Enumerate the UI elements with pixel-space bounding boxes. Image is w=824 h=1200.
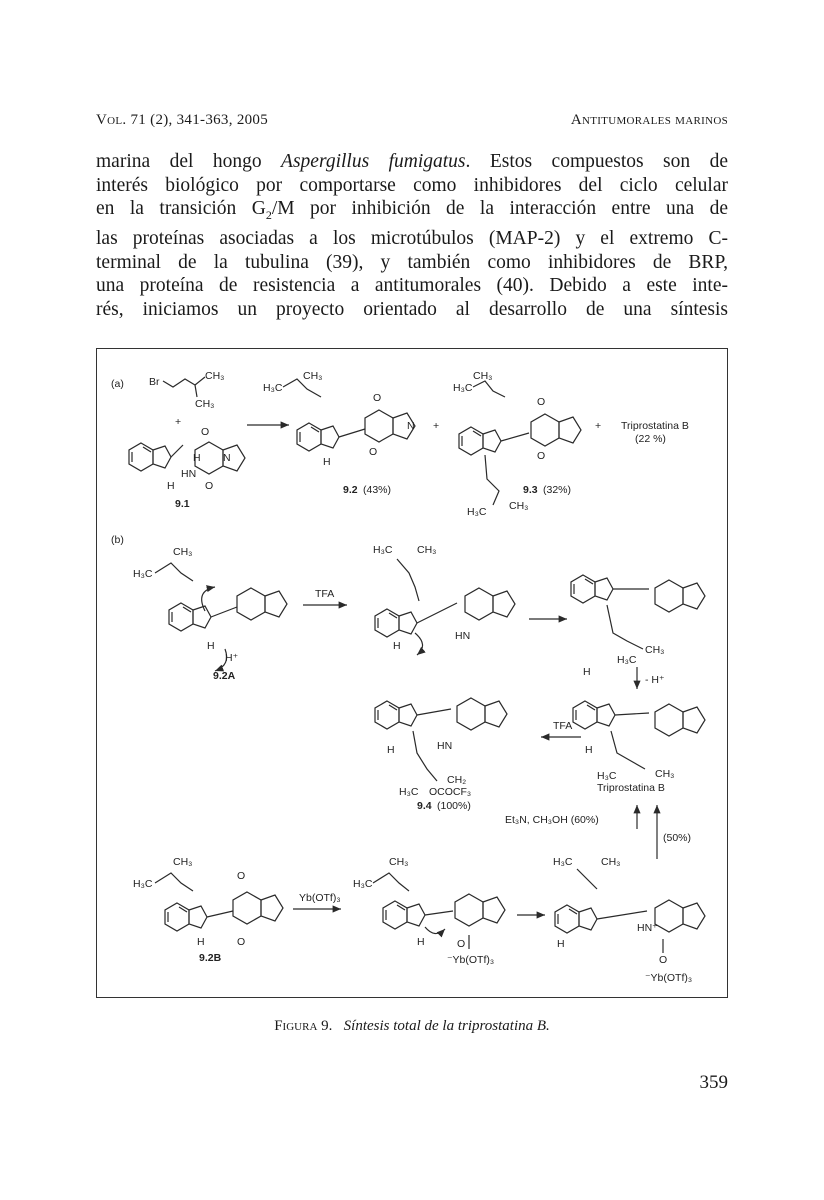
compound-9-3-structure bbox=[453, 370, 581, 518]
tfa-label: TFA bbox=[553, 720, 573, 732]
svg-text:H₃C: H₃C bbox=[353, 878, 373, 890]
svg-text:CH₃: CH₃ bbox=[173, 856, 193, 868]
body-line: marina del hongo Aspergillus fumigatus. Estos compuestos son de bbox=[96, 151, 728, 172]
svg-text:HN: HN bbox=[455, 630, 471, 642]
svg-text:H: H bbox=[193, 452, 201, 464]
yield-9-2: (43%) bbox=[363, 484, 392, 496]
svg-text:H: H bbox=[393, 640, 401, 652]
svg-text:O: O bbox=[205, 480, 214, 492]
running-head-left: Vol. 71 (2), 341-363, 2005 bbox=[96, 112, 269, 128]
svg-text:O: O bbox=[537, 450, 546, 462]
svg-text:HN: HN bbox=[181, 468, 197, 480]
svg-text:H: H bbox=[197, 936, 205, 948]
part-a-label: (a) bbox=[111, 378, 124, 390]
svg-text:O: O bbox=[201, 426, 210, 438]
species-name: Aspergillus fumigatus bbox=[281, 151, 466, 172]
svg-text:H: H bbox=[387, 744, 395, 756]
svg-text:N: N bbox=[407, 420, 415, 432]
body-paragraph bbox=[96, 150, 728, 321]
compound-label-9-4: 9.4 bbox=[417, 800, 432, 812]
reaction-scheme bbox=[97, 349, 729, 999]
svg-text:CH₃: CH₃ bbox=[417, 544, 437, 556]
caption-text: Síntesis total de la triprostatina B. bbox=[343, 1018, 550, 1034]
svg-text:H: H bbox=[323, 456, 331, 468]
yb-complex-intermediate bbox=[353, 856, 505, 966]
plus-sign: + bbox=[433, 420, 440, 432]
compound-label-9-2b: 9.2B bbox=[199, 952, 222, 964]
svg-text:HN: HN bbox=[437, 740, 453, 752]
svg-text:CH₃: CH₃ bbox=[173, 546, 193, 558]
triprostatin-b-label: Triprostatina B bbox=[597, 782, 665, 794]
compound-label-9-2a: 9.2A bbox=[213, 670, 236, 682]
svg-text:H: H bbox=[585, 744, 593, 756]
figure-caption bbox=[96, 1018, 728, 1035]
yb-otf-reagent: Yb(OTf)₃ bbox=[299, 892, 341, 904]
svg-text:O: O bbox=[373, 392, 382, 404]
compound-label-9-1: 9.1 bbox=[175, 498, 190, 510]
svg-text:H: H bbox=[167, 480, 175, 492]
yield-9-3: (32%) bbox=[543, 484, 572, 496]
figure-9-scheme bbox=[96, 348, 728, 998]
svg-text:O: O bbox=[457, 938, 466, 950]
svg-text:N: N bbox=[223, 452, 231, 464]
svg-text:H₃C: H₃C bbox=[399, 786, 419, 798]
svg-text:CH₃: CH₃ bbox=[509, 500, 529, 512]
yb-otf-anion: ⁻Yb(OTf)₃ bbox=[447, 954, 495, 966]
compound-9-1-structure bbox=[129, 426, 245, 510]
body-line: rés, iniciamos un proyecto orientado al desarrollo de una síntesis bbox=[96, 298, 728, 320]
yield-triprostatin-b: (22 %) bbox=[635, 433, 666, 445]
yield-50: (50%) bbox=[663, 832, 692, 844]
svg-text:CH₃: CH₃ bbox=[303, 370, 323, 382]
body-line: terminal de la tubulina (39), y también como inhibidores de BRP, bbox=[96, 251, 728, 273]
svg-text:H₃C: H₃C bbox=[467, 506, 487, 518]
svg-text:H₃C: H₃C bbox=[597, 770, 617, 782]
tfa-label: TFA bbox=[315, 588, 335, 600]
ch3-label: CH₃ bbox=[205, 370, 225, 382]
cation-intermediate-2 bbox=[571, 575, 705, 678]
svg-text:H: H bbox=[417, 936, 425, 948]
svg-text:O: O bbox=[369, 446, 378, 458]
body-line: interés biológico por comportarse como inhibidores del ciclo celular bbox=[96, 174, 728, 196]
compound-9-2a-structure bbox=[133, 546, 287, 682]
svg-text:CH₃: CH₃ bbox=[601, 856, 621, 868]
compound-9-2b-structure bbox=[133, 856, 283, 964]
svg-text:H₃C: H₃C bbox=[617, 654, 637, 666]
minus-h-label: - H⁺ bbox=[645, 674, 665, 686]
svg-text:H: H bbox=[207, 640, 215, 652]
figure-label: Figura 9. bbox=[274, 1018, 333, 1034]
svg-text:H: H bbox=[583, 666, 591, 678]
svg-text:CH₂: CH₂ bbox=[447, 774, 467, 786]
svg-text:O: O bbox=[537, 396, 546, 408]
running-head-right: Antitumorales marinos bbox=[570, 112, 728, 128]
part-b-label: (b) bbox=[111, 534, 124, 546]
svg-text:O: O bbox=[237, 936, 246, 948]
body-line: una proteína de resistencia a antitumorales (40). Debido a este inte- bbox=[96, 275, 728, 297]
h-plus-label: H⁺ bbox=[225, 652, 239, 664]
svg-text:H₃C: H₃C bbox=[133, 878, 153, 890]
svg-text:CH₃: CH₃ bbox=[655, 768, 675, 780]
svg-text:O: O bbox=[659, 954, 668, 966]
ch3-label: CH₃ bbox=[195, 398, 215, 410]
plus-sign: + bbox=[595, 420, 602, 432]
body-line: en la transición $G_2/M$ por inhibición de la interacción entre una de bbox=[96, 198, 728, 222]
body-line: las proteínas asociadas a los microtúbulos (MAP-2) y el extremo C- bbox=[96, 228, 728, 250]
svg-text:H₃C: H₃C bbox=[373, 544, 393, 556]
plus-sign: + bbox=[175, 416, 182, 428]
compound-9-4-structure bbox=[375, 698, 507, 812]
running-head bbox=[96, 112, 728, 129]
svg-text:H₃C: H₃C bbox=[263, 382, 283, 394]
svg-text:H: H bbox=[557, 938, 565, 950]
cation-intermediate-1 bbox=[373, 544, 515, 655]
triprostatin-b-structure bbox=[573, 701, 705, 794]
triprostatin-b-label: Triprostatina B bbox=[621, 420, 689, 432]
svg-text:CH₃: CH₃ bbox=[389, 856, 409, 868]
iminium-intermediate bbox=[553, 856, 705, 984]
br-label: Br bbox=[149, 376, 160, 388]
svg-text:CH₃: CH₃ bbox=[473, 370, 493, 382]
yb-otf-anion: ⁻Yb(OTf)₃ bbox=[645, 972, 693, 984]
svg-text:H₃C: H₃C bbox=[453, 382, 473, 394]
svg-text:O: O bbox=[237, 870, 246, 882]
svg-text:H₃C: H₃C bbox=[133, 568, 153, 580]
yield-9-4: (100%) bbox=[437, 800, 471, 812]
compound-9-2-structure bbox=[263, 370, 415, 496]
compound-label-9-2: 9.2 bbox=[343, 484, 358, 496]
svg-text:H₃C: H₃C bbox=[553, 856, 573, 868]
ococf3-label: OCOCF₃ bbox=[429, 786, 472, 798]
svg-text:CH₃: CH₃ bbox=[645, 644, 665, 656]
et3n-conditions: Et₃N, CH₃OH (60%) bbox=[505, 814, 599, 826]
compound-label-9-3: 9.3 bbox=[523, 484, 538, 496]
page-number: 359 bbox=[699, 1072, 728, 1093]
hn-plus-label: HN⁺ bbox=[637, 922, 658, 934]
prenyl-bromide-structure bbox=[149, 370, 224, 410]
